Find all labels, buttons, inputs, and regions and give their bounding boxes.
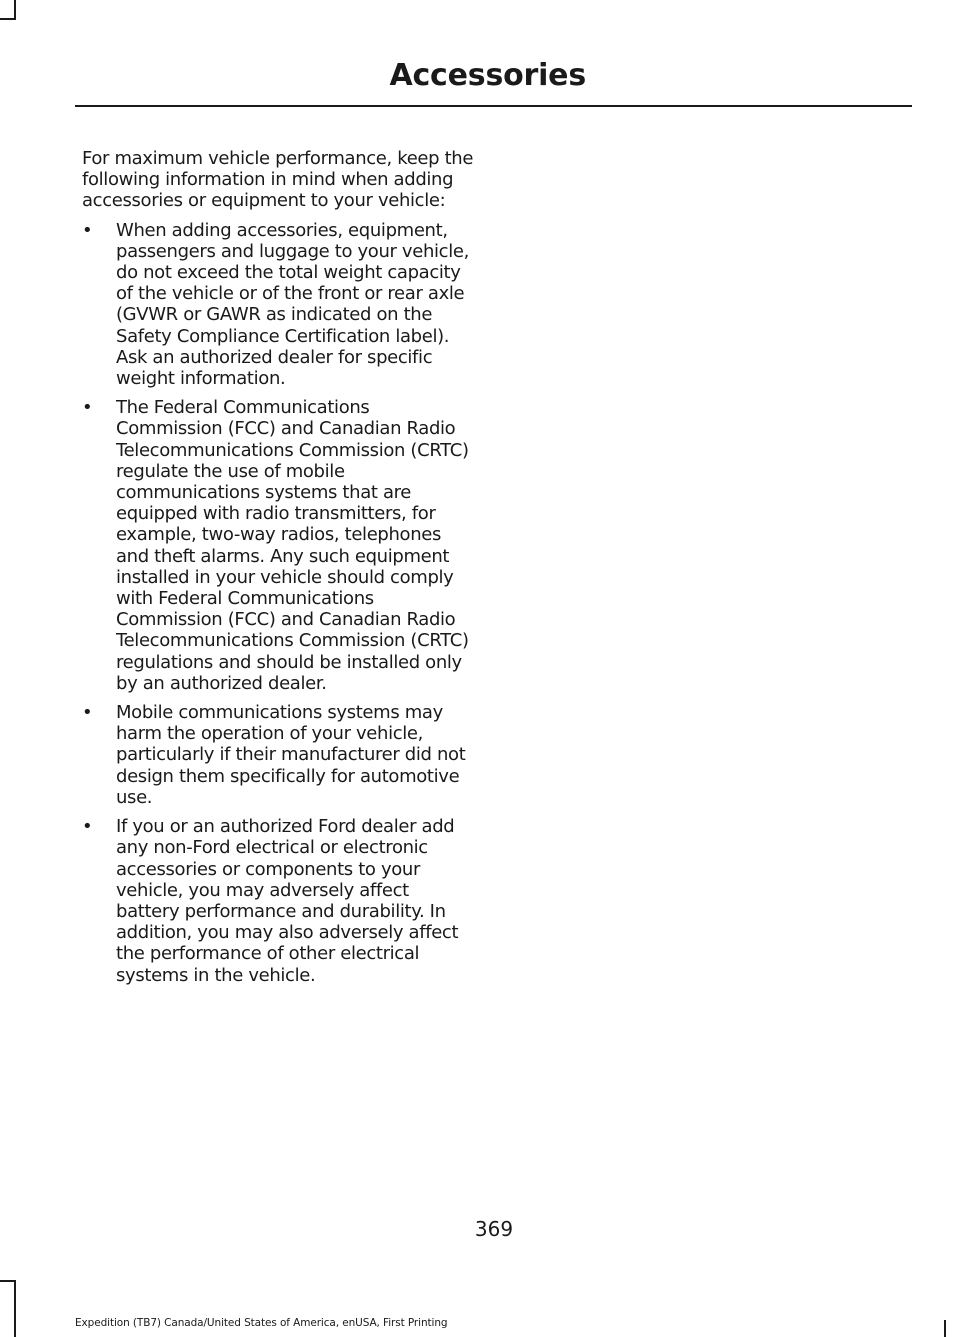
list-item-text: When adding accessories, equipment, passengers and luggage to your vehicle, do not exceed the total weight capacity of the vehicle or of the front or rear axle (GVWR or GAWR as indicated on the Safety Compliance Certification label). Ask an authorized dealer for specific weight information. (116, 219, 469, 390)
main-content (82, 148, 474, 994)
list-item (82, 220, 474, 390)
crop-mark-bottom-right (944, 1320, 946, 1337)
list-item-text: Mobile communications systems may harm the operation of your vehicle, particularly if their manufacturer did not design them specifically for automotive use. (116, 702, 466, 808)
bullet-icon: • (82, 702, 93, 724)
intro-paragraph: For maximum vehicle performance, keep the following information in mind when adding accessories or equipment to your vehicle: (82, 148, 474, 212)
footer-text: Expedition (TB7) Canada/United States of America, enUSA, First Printing (75, 1317, 448, 1329)
list-item-text: If you or an authorized Ford dealer add any non-Ford electrical or electronic accessories or components to your vehicle, you may adversely affect battery performance and durability. In addition, you may also adversely affect the performance of other electrical systems in the vehicle. (116, 816, 459, 986)
crop-mark-bottom-left (14, 1280, 16, 1337)
list-item-text: The Federal Communications Commission (FCC) and Canadian Radio Telecommunications Commission (CRTC) regulate the use of mobile communications systems that are equipped with radio transmitters, for example, two-way radios, telephones and theft alarms. Any such equipment installed in your vehicle should comply with Federal Communications Commission (FCC) and Canadian Radio Telecommunications Commission (CRTC) regulations and should be installed only by an authorized dealer. (116, 397, 469, 694)
bullet-list (82, 220, 474, 986)
crop-mark-top-left (14, 0, 16, 20)
crop-mark-bottom-left-horizontal (0, 1280, 16, 1282)
crop-mark-top-left-horizontal (0, 18, 16, 20)
bullet-icon: • (82, 397, 93, 419)
list-item (82, 816, 474, 986)
bullet-icon: • (82, 219, 93, 241)
header-divider (75, 105, 912, 107)
page-title: Accessories (389, 58, 586, 93)
list-item (82, 702, 474, 808)
page-number: 369 (474, 1217, 514, 1241)
bullet-icon: • (82, 816, 93, 838)
list-item (82, 397, 474, 694)
